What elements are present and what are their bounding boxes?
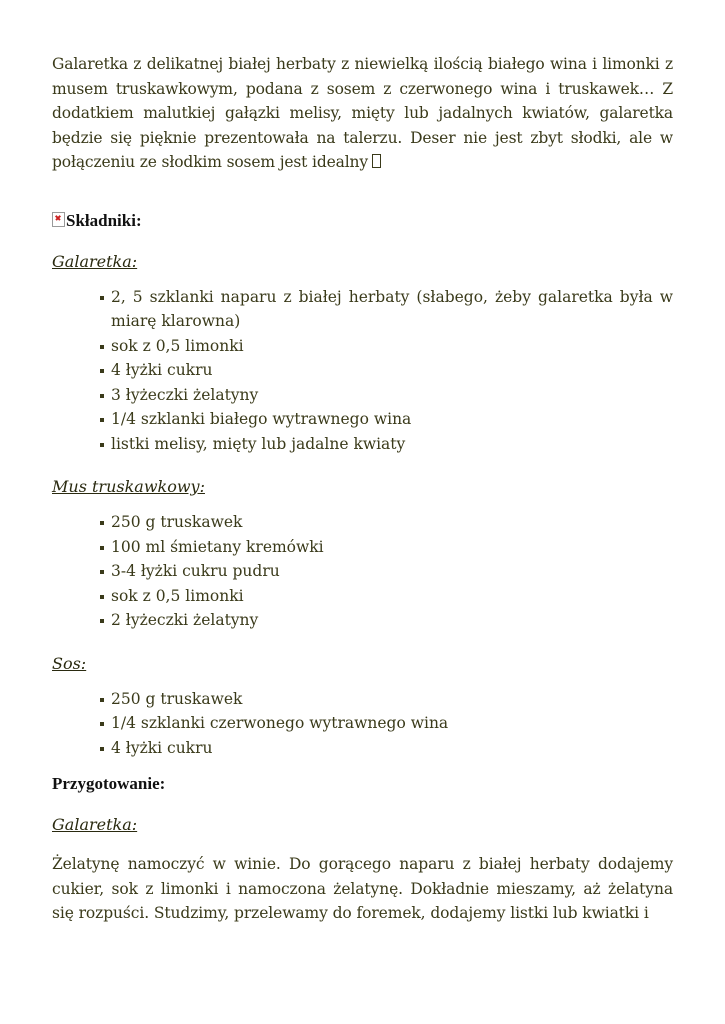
group-title-galaretka: Galaretka:	[52, 251, 138, 271]
ingredient-group-mus	[52, 477, 673, 633]
preparation-paragraph: Żelatynę namoczyć w winie. Do gorącego naparu z białej herbaty dodajemy cukier, sok z limonki i namoczona żelatynę. Dokładnie mieszamy, aż żelatyna się rozpuści. Studzimy, przelewamy do foremek, dodajemy listki lub kwiatki i	[52, 855, 673, 922]
intro-text: Galaretka z delikatnej białej herbaty z niewielką ilością białego wina i limonki z musem truskawkowym, podana z sosem z czerwonego wina i truskawek… Z dodatkiem malutkiej gałązki melisy, mięty lub jadalnych kwiatów, galaretka będzie się pięknie prezentowała na talerzu. Deser nie jest zbyt słodki, ale w połączeniu ze słodkim sosem jest idealny	[52, 55, 673, 171]
list-item: 3 łyżeczki żelatyny	[100, 383, 673, 408]
list-item: 2, 5 szklanki naparu z białej herbaty (słabego, żeby galaretka była w miarę klarowna)	[100, 285, 673, 334]
intro-paragraph	[52, 52, 673, 175]
group-title-sos: Sos:	[52, 653, 87, 673]
ingredient-list-sos	[52, 687, 673, 761]
ingredient-list-mus	[52, 510, 673, 633]
ingredient-group-sos	[52, 654, 673, 761]
group-title-mus: Mus truskawkowy:	[52, 477, 205, 496]
preparation-subheading: Galaretka:	[52, 815, 138, 834]
list-item: 3-4 łyżki cukru pudru	[100, 559, 673, 584]
list-item: 4 łyżki cukru	[100, 736, 673, 761]
list-item: listki melisy, mięty lub jadalne kwiaty	[100, 432, 673, 457]
list-item: 1/4 szklanki białego wytrawnego wina	[100, 407, 673, 432]
ingredient-list-galaretka	[52, 285, 673, 457]
list-item: 100 ml śmietany kremówki	[100, 535, 673, 560]
broken-image-icon[interactable]	[52, 212, 65, 227]
list-item: sok z 0,5 limonki	[100, 584, 673, 609]
ingredients-heading	[52, 211, 673, 231]
ingredient-group-galaretka	[52, 252, 673, 457]
list-item: 2 łyżeczki żelatyny	[100, 608, 673, 633]
preparation-heading: Przygotowanie:	[52, 774, 166, 793]
list-item: sok z 0,5 limonki	[100, 334, 673, 359]
ingredients-heading-text: Składniki:	[66, 210, 142, 230]
list-item: 250 g truskawek	[100, 510, 673, 535]
list-item: 1/4 szklanki czerwonego wytrawnego wina	[100, 711, 673, 736]
list-item: 4 łyżki cukru	[100, 358, 673, 383]
missing-emoji-glyph-icon	[372, 154, 381, 168]
list-item: 250 g truskawek	[100, 687, 673, 712]
recipe-article	[52, 52, 673, 926]
